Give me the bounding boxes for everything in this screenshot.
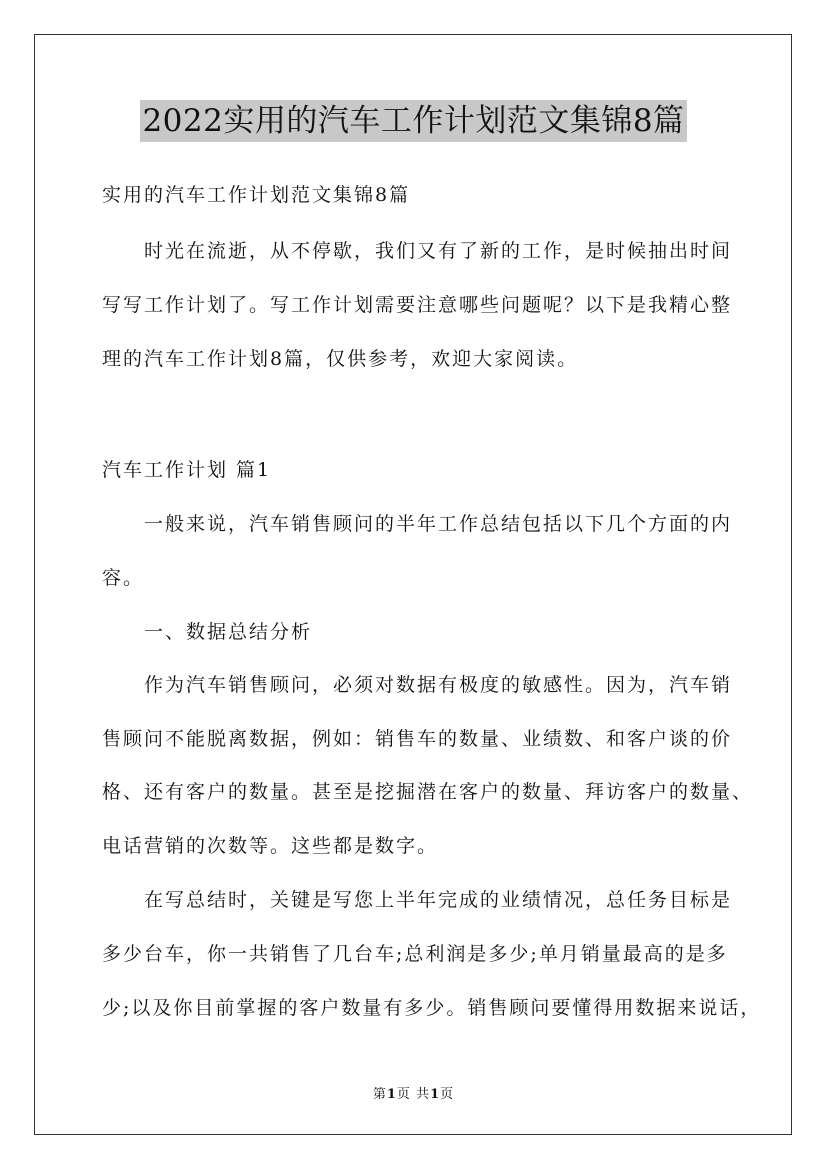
section-heading: 汽车工作计划 篇1 bbox=[102, 459, 272, 481]
body-line: 少;以及你目前掌握的客户数量有多少。销售顾问要懂得用数据来说话， bbox=[102, 997, 762, 1019]
footer-suffix: 页 bbox=[440, 1087, 455, 1102]
body-line: 格、还有客户的数量。甚至是挖掘潜在客户的数量、拜访客户的数量、 bbox=[102, 781, 754, 803]
body-line: 电话营销的次数等。这些都是数字。 bbox=[102, 835, 439, 857]
body-line: 容。 bbox=[102, 567, 145, 589]
body-line: 作为汽车销售顾问，必须对数据有极度的敏感性。因为，汽车销 bbox=[102, 674, 733, 696]
body-line: 时光在流逝，从不停歇，我们又有了新的工作，是时候抽出时间 bbox=[102, 240, 733, 262]
page-footer bbox=[0, 1083, 827, 1102]
title-container bbox=[0, 100, 827, 142]
footer-middle: 页 共 bbox=[396, 1087, 431, 1102]
footer-prefix: 第 bbox=[372, 1087, 387, 1102]
subtitle-line: 实用的汽车工作计划范文集锦8篇 bbox=[102, 184, 411, 206]
body-line: 售顾问不能脱离数据，例如：销售车的数量、业绩数、和客户谈的价 bbox=[102, 728, 733, 750]
footer-page-number: 1 bbox=[386, 1087, 397, 1102]
body-line: 一般来说，汽车销售顾问的半年工作总结包括以下几个方面的内 bbox=[102, 513, 733, 535]
body-line: 写写工作计划了。写工作计划需要注意哪些问题呢？以下是我精心整 bbox=[102, 294, 733, 316]
body-line: 在写总结时，关键是写您上半年完成的业绩情况，总任务目标是 bbox=[102, 889, 733, 911]
document-title: 2022实用的汽车工作计划范文集锦8篇 bbox=[140, 100, 686, 142]
footer-page-total: 1 bbox=[430, 1087, 441, 1102]
body-line: 理的汽车工作计划8篇，仅供参考，欢迎大家阅读。 bbox=[102, 348, 579, 370]
body-line: 多少台车，你一共销售了几台车;总利润是多少;单月销量最高的是多 bbox=[102, 943, 728, 965]
subsection-heading: 一、数据总结分析 bbox=[102, 621, 313, 643]
